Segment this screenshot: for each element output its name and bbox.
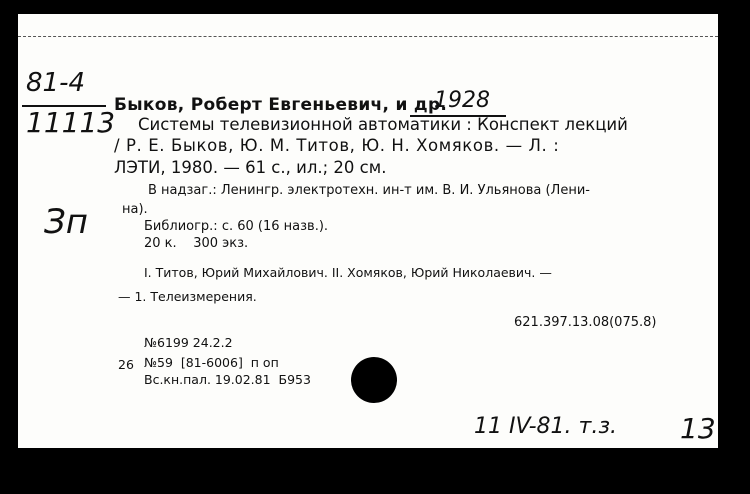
tracing-line-1: I. Титов, Юрий Михайлович. II. Хомяков, Юрий Николаевич. —: [144, 265, 552, 280]
bibliography-note: Библиогр.: с. 60 (16 назв.).: [144, 219, 329, 234]
handwritten-code: Зп: [44, 202, 89, 242]
handwritten-year: 1928: [434, 88, 490, 113]
control-line-1: №6199 24.2.2: [144, 335, 233, 350]
control-prefix: 26: [118, 357, 134, 372]
handwritten-number: 13: [680, 412, 716, 445]
title-line-3: ЛЭТИ, 1980. — 61 с., ил.; 20 см.: [114, 158, 387, 177]
control-line-3: Вс.кн.пал. 19.02.81 Б953: [144, 372, 311, 387]
call-number-bottom: 11113: [26, 106, 116, 139]
note-line-2: на).: [122, 202, 148, 217]
note-line-1: В надзаг.: Ленингр. электротехн. ин-т им. В. И. Ульянова (Лени-: [148, 183, 590, 198]
punch-hole: [351, 357, 397, 403]
price-and-copies: 20 к. 300 экз.: [144, 236, 249, 251]
control-line-2: №59 [81-6006] п оп: [144, 355, 279, 370]
top-dashed-rule: [18, 36, 718, 37]
title-line-1: Системы телевизионной автоматики : Конспект лекций: [138, 115, 628, 134]
catalog-card: [18, 14, 718, 448]
classification-code: 621.397.13.08(075.8): [514, 315, 657, 330]
author-heading: Быков, Роберт Евгеньевич, и др.: [114, 95, 448, 115]
handwritten-date: 11 IV-81. т.з.: [474, 414, 618, 439]
call-number-top: 81-4: [26, 68, 86, 98]
tracing-line-2: — 1. Телеизмерения.: [118, 289, 257, 304]
title-line-2: / Р. Е. Быков, Ю. М. Титов, Ю. Н. Хомяков. — Л. :: [114, 136, 560, 155]
